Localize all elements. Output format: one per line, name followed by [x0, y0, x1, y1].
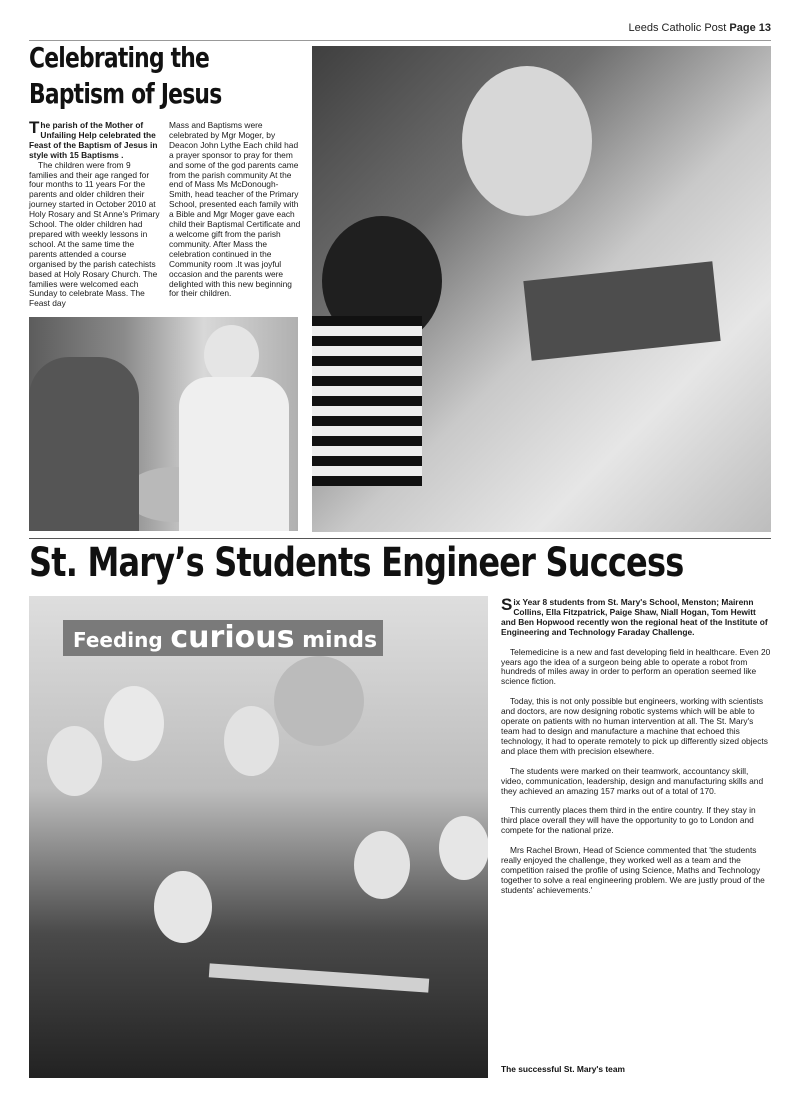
priest-head-shape [462, 66, 592, 216]
student-face-shape [354, 831, 410, 899]
article1-headline-line1: Celebrating the [29, 41, 210, 74]
section-rule [29, 538, 771, 539]
article2-column [501, 595, 771, 906]
dropcap: T [29, 118, 40, 137]
article1-column1 [29, 118, 160, 309]
page-number: Page 13 [729, 22, 771, 34]
student-face-shape [224, 706, 279, 776]
lead-text: he parish of the Mother of Unfailing Help celebrated the Feast of the Baptism of Jesus in style with 15 Baptisms . [29, 120, 158, 160]
student-face-shape [439, 816, 488, 880]
robot-arm-shape [209, 963, 429, 992]
baptism-main-photo [312, 46, 771, 532]
banner-word-feeding: Feeding [73, 628, 163, 652]
banner-word-minds: minds [302, 628, 378, 653]
parent-coat-shape [29, 357, 139, 531]
article2-lead [501, 595, 771, 638]
article2-paragraph: The students were marked on their teamwork, accountancy skill, video, communication, leadership, design and manufacturing skills and they achieved an amazing 157 marks out of a total of 170. [501, 765, 764, 796]
article2-paragraph: This currently places them third in the entire country. If they stay in third place overall they will have the opportunity to go to London and compete for the national prize. [501, 805, 756, 836]
lead-text: ix Year 8 students from St. Mary's School, Menston; Mairenn Collins, Ella Fitzpatrick, Paige Shaw, Niall Hogan, Tom Hewitt and Ben Hopwood recently won the regional heat of the Institute of Engineering and Technology Faraday Challenge. [501, 597, 768, 637]
student-face-shape [154, 871, 212, 943]
photo-banner [63, 620, 383, 656]
priest-head-shape [204, 325, 259, 385]
publication-name: Leeds Catholic Post [628, 22, 727, 34]
banner-word-curious: curious [170, 620, 295, 655]
baptism-font-photo [29, 317, 298, 531]
photo-caption: The successful St. Mary's team [501, 1064, 625, 1074]
bible-shape [523, 261, 720, 360]
article2-paragraph: Mrs Rachel Brown, Head of Science commented that 'the students really enjoyed the challenge, they worked well as a team and the competition raised the profile of using Science, Maths and Technology together to solve a real engineering problem. We are justly proud of the students' achievements.' [501, 845, 765, 895]
page-header [629, 22, 772, 34]
striped-sleeve-shape [312, 316, 422, 486]
article2-paragraph: Telemedicine is a new and fast developing field in healthcare. Even 20 years ago the idea of a surgeon being able to operate a robot from hundreds of miles away in order to perform an operation seemed like science fiction. [501, 646, 771, 687]
priest-robe-shape [179, 377, 289, 531]
article1-body1: The children were from 9 families and their age ranged for four months to 11 years For the parents and older children their journey started in October 2010 at Holy Rosary and St Anne's Primary School. The older children had prepared with weekly lessons in school. At the same time the parents attended a course organised by the parish catechists based at Holy Rosary Church. The families were welcomed each Sunday to celebrate Mass. The Feast day [29, 159, 160, 309]
article1-lead [29, 118, 160, 161]
article2-headline: St. Mary’s Students Engineer Success [29, 540, 684, 586]
student-face-shape [47, 726, 102, 796]
dropcap: S [501, 595, 513, 614]
article1-body2: Mass and Baptisms were celebrated by Mgr Moger, by Deacon John Lythe Each child had a prayer sponsor to pray for them and some of the god parents came from the parish community At the end of Mass Ms McDonough-Smith, head teacher of the Primary School, presented each family with a Bible and Mgr Moger gave each child their Baptismal Certificate and a welcome gift from the parish community. After Mass the celebration continued in the Community room .It was joyful occasion and the parents were delighted with this new beginning for their children. [169, 120, 301, 299]
students-team-photo [29, 596, 488, 1078]
student-face-shape [104, 686, 164, 761]
article1-headline-line2: Baptism of Jesus [29, 77, 222, 110]
article2-paragraph: Today, this is not only possible but engineers, working with scientists and doctors, are now designing robotic systems which will be able to operate on patients with no human intervention at all. The St. Mary's team had to design and manufacture a machine that echoed this technology, it had to operate remotely to pick up differently sized objects and place them with precision elsewhere. [501, 696, 768, 756]
article1-column2 [169, 121, 302, 299]
poster-circle-shape [274, 656, 364, 746]
